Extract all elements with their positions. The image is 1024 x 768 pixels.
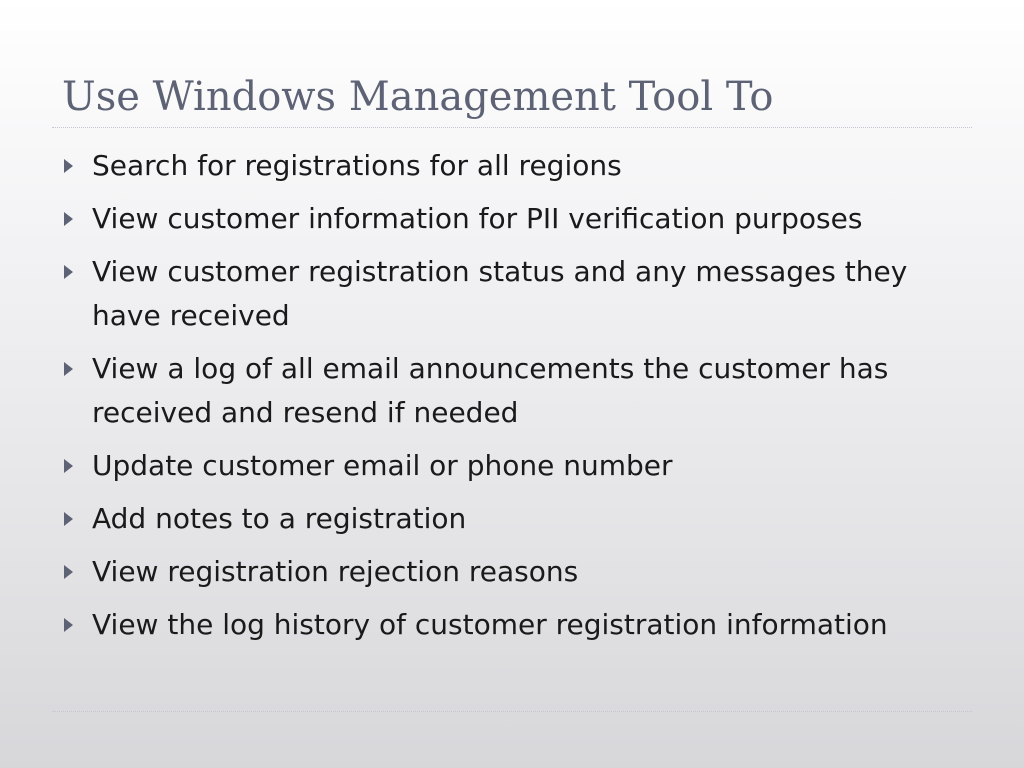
- triangle-right-icon: [64, 362, 73, 376]
- bullet-text: View customer information for PII verification purposes: [92, 202, 863, 235]
- bullet-item: [58, 197, 978, 241]
- bullet-text: View customer registration status and any messages they have received: [92, 255, 908, 332]
- bullet-text: View registration rejection reasons: [92, 555, 579, 588]
- bullet-text: Search for registrations for all regions: [92, 149, 622, 182]
- bullet-item: [58, 497, 978, 541]
- bullet-item: [58, 444, 978, 488]
- bullet-item: [58, 603, 978, 647]
- triangle-right-icon: [64, 159, 73, 173]
- bullet-item: [58, 144, 978, 188]
- triangle-right-icon: [64, 459, 73, 473]
- bullet-text: Add notes to a registration: [92, 502, 467, 535]
- triangle-right-icon: [64, 212, 73, 226]
- triangle-right-icon: [64, 512, 73, 526]
- triangle-right-icon: [64, 265, 73, 279]
- bullet-item: [58, 550, 978, 594]
- triangle-right-icon: [64, 565, 73, 579]
- bullet-text: View the log history of customer registration information: [92, 608, 888, 641]
- bullet-item: [58, 250, 978, 338]
- triangle-right-icon: [64, 618, 73, 632]
- title-divider: [52, 127, 972, 128]
- bullet-list: [58, 144, 978, 656]
- slide-title: Use Windows Management Tool To: [62, 74, 774, 120]
- footer-divider: [52, 711, 972, 712]
- bullet-text: Update customer email or phone number: [92, 449, 673, 482]
- bullet-item: [58, 347, 978, 435]
- bullet-text: View a log of all email announcements the customer has received and resend if needed: [92, 352, 889, 429]
